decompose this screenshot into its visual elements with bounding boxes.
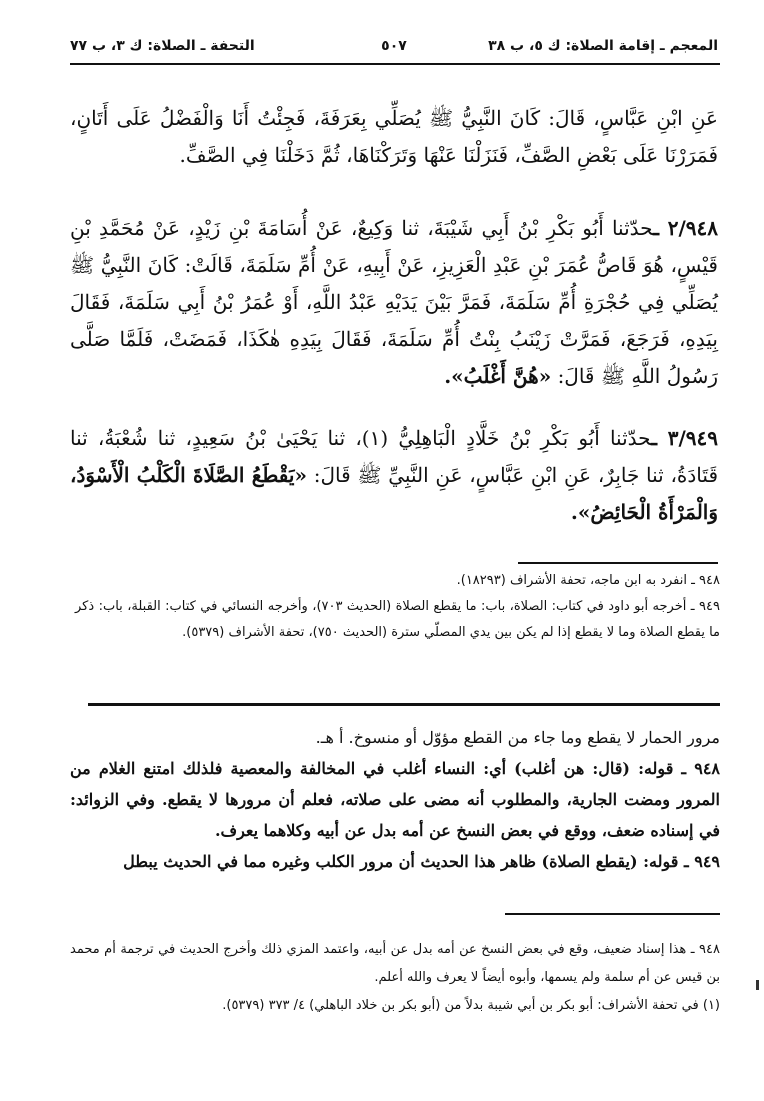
running-header — [70, 38, 718, 60]
hadith-949-text: حدّثنا أَبُو بَكْرِ بْنُ خَلَّادٍ الْبَاهِلِيُّ (١)، ثنا يَحْيَىٰ بْنُ سَعِيدٍ، ثنا شُعْبَةُ، ثنا قَتَادَةُ، ثنا جَابِرٌ، عَنِ ابْنِ عَبَّاسٍ، عَنِ النَّبِيِّ ﷺ قَالَ: — [70, 426, 719, 487]
commentary-948: ٩٤٨ ـ قوله: (قال: هن أغلب) أي: النساء أغلب في المخالفة والمعصية فلذلك امتنع الغلام من المرور ومضت الجارية، والمطلوب أنه مضى على صلاته، فعلم أن مرورها لا يقطع. وفي الزوائد: في إسناده ضعف، ووقع في بعض النسخ عن أمه بدل عن أبيه وكلاهما يعرف. — [70, 759, 720, 840]
commentary — [70, 722, 720, 877]
hadith-948-number: ٢/٩٤٨ ـ — [653, 216, 718, 240]
takhrij-footnotes — [75, 568, 720, 646]
hadith-947-tail: عَنِ ابْنِ عَبَّاسٍ، قَالَ: كَانَ النَّبِيُّ ﷺ يُصَلِّي بِعَرَفَةَ، فَجِئْتُ أَنَا وَالْفَضْلُ عَلَى أَتَانٍ، فَمَرَرْنَا عَلَى بَعْضِ الصَّفِّ، فَنَزَلْنَا عَنْهَا وَتَرَكْنَاهَا، ثُمَّ دَخَلْنَا فِي الصَّفِّ. — [70, 106, 718, 167]
hadith-949 — [70, 420, 718, 531]
hadith-continuation — [70, 100, 718, 174]
bottom-footnotes — [70, 936, 720, 1020]
hadith-948-text: حدّثنا أَبُو بَكْرِ بْنُ أَبِي شَيْبَةَ، ثنا وَكِيعٌ، عَنْ أُسَامَةَ بْنِ زَيْدٍ، عَنْ مُحَمَّدِ بْنِ قَيْسٍ، هُوَ قَاصُّ عُمَرَ بْنِ عَبْدِ الْعَزِيزِ، عَنْ أَبِيهِ، عَنْ أُمِّ سَلَمَةَ، قَالَتْ: كَانَ النَّبِيُّ ﷺ يُصَلِّي فِي حُجْرَةِ أُمِّ سَلَمَةَ، فَمَرَّ بَيْنَ يَدَيْهِ عَبْدُ اللَّهِ، أَوْ عُمَرُ بْنُ أَبِي سَلَمَةَ، فَقَالَ بِيَدِهِ، فَرَجَعَ، فَمَرَّتْ زَيْنَبُ بِنْتُ أُمِّ سَلَمَةَ، فَقَالَ بِيَدِهِ هٰكَذَا، فَمَضَتْ، فَلَمَّا صَلَّى رَسُولُ اللَّهِ ﷺ قَالَ: — [70, 216, 718, 388]
commentary-intro: مرور الحمار لا يقطع وما جاء من القطع مؤوّل أو منسوخ. أ هـ. — [315, 728, 720, 747]
hadith-949-quote: «يَقْطَعُ الصَّلَاةَ الْكَلْبُ الْأَسْوَدُ، وَالْمَرْأَةُ الْحَائِضُ». — [70, 463, 718, 524]
header-right-reference: المعجم ـ إقامة الصلاة: ك ٥، ب ٣٨ — [488, 38, 718, 54]
bottom-note-1: (١) في تحفة الأشراف: أبو بكر بن أبي شيبة بدلاً من (أبو بكر بن خلاد الباهلي) ٤/ ٣٧٣ (٥٣٧٩). — [222, 998, 720, 1013]
commentary-949: ٩٤٩ ـ قوله: (يقطع الصلاة) ظاهر هذا الحديث أن مرور الكلب وغيره مما في الحديث يبطل — [123, 852, 720, 871]
hadith-948 — [70, 210, 718, 395]
bottom-note-948: ٩٤٨ ـ هذا إسناد ضعيف، وقع في بعض النسخ عن أمه بدل عن أبيه، واعتمد المزي ذلك وأخرج الحديث في ترجمة أم محمد بن قيس عن أم سلمة ولم يسمها، وأبوه أيضاً لا يعرف والله أعلم. — [70, 942, 720, 985]
header-left-reference: التحفة ـ الصلاة: ك ٣، ب ٧٧ — [70, 38, 255, 54]
commentary-separator — [88, 703, 720, 706]
margin-mark — [756, 980, 759, 990]
bottom-footnote-separator — [505, 913, 720, 915]
header-rule — [70, 63, 720, 65]
hadith-948-quote: «هُنَّ أَغْلَبُ». — [444, 364, 552, 388]
footnote-separator — [518, 562, 718, 564]
hadith-949-number: ٣/٩٤٩ ـ — [651, 426, 719, 450]
page-number: ٥٠٧ — [381, 38, 407, 54]
footnote-948: ٩٤٨ ـ انفرد به ابن ماجه، تحفة الأشراف (١٨٢٩٣). — [456, 573, 720, 588]
footnote-949: ٩٤٩ ـ أخرجه أبو داود في كتاب: الصلاة، باب: ما يقطع الصلاة (الحديث ٧٠٣)، وأخرجه النسائي في كتاب: القبلة، باب: ذكر ما يقطع الصلاة وما لا يقطع إذا لم يكن بين يدي المصلّي سترة (الحديث ٧٥٠)، تحفة الأشراف (٥٣٧٩). — [75, 599, 720, 640]
